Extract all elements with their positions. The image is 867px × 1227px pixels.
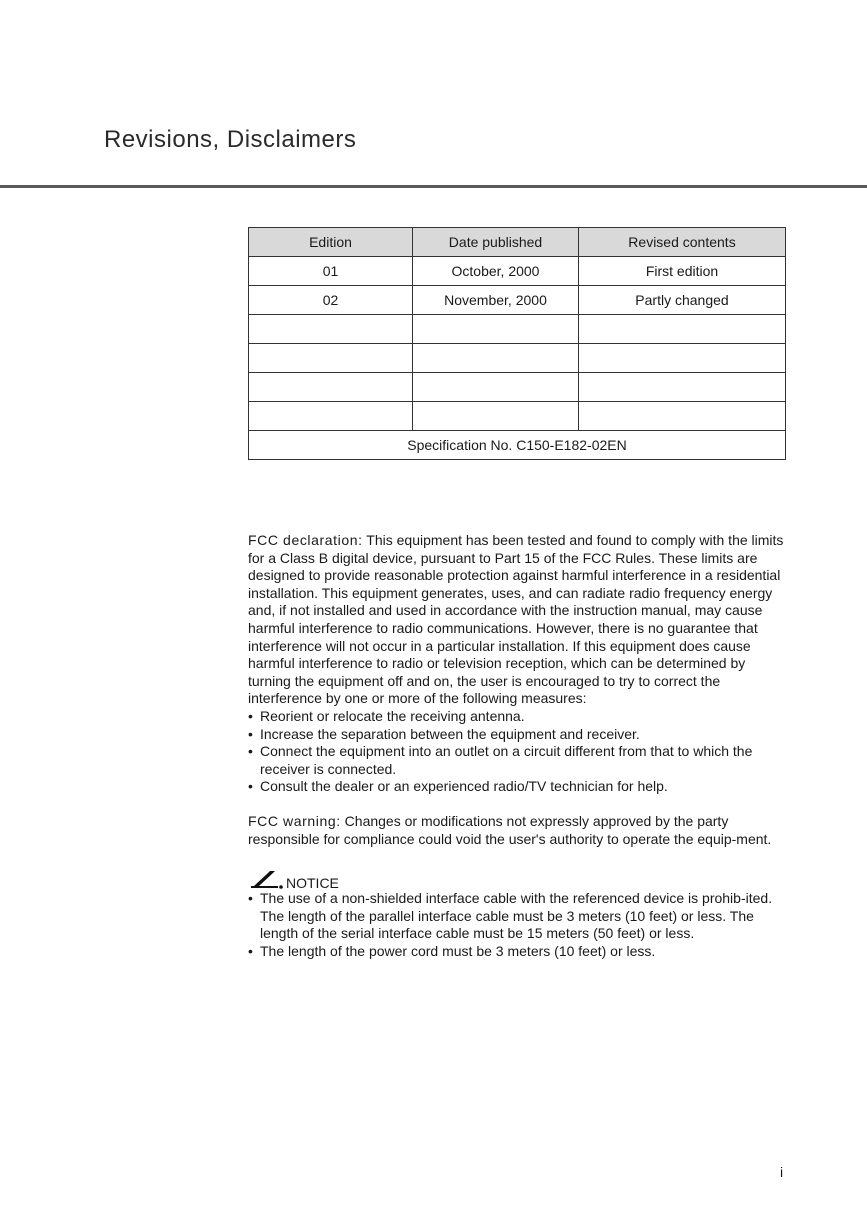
table-row <box>249 315 786 344</box>
pencil-note-icon <box>248 870 284 890</box>
column-header-revised-contents: Revised contents <box>579 228 786 257</box>
cell-contents <box>579 344 786 373</box>
fcc-measures-list <box>248 708 788 796</box>
table-header-row <box>249 228 786 257</box>
table-row <box>249 257 786 286</box>
specification-row <box>249 431 786 460</box>
cell-date <box>413 373 579 402</box>
cell-date: November, 2000 <box>413 286 579 315</box>
cell-date <box>413 402 579 431</box>
fcc-warning-text: Changes or modifications not expressly approved by the party responsible for compliance could void the user's authority to operate the equip-ment. <box>248 812 772 847</box>
list-item: • The use of a non-shielded interface cable with the referenced device is prohib-ited. The length of the parallel interface cable must be 3 meters (10 feet) or less. The length of the serial interface cable must be 15 meters (50 feet) or less. <box>248 890 788 943</box>
cell-contents: First edition <box>579 257 786 286</box>
notice-label: NOTICE <box>286 875 339 892</box>
notice-list <box>248 890 788 960</box>
cell-edition <box>249 344 413 373</box>
fcc-warning-lead: FCC warning: <box>248 812 341 829</box>
fcc-declaration-lead: FCC declaration: <box>248 532 363 548</box>
cell-edition <box>249 315 413 344</box>
cell-edition <box>249 402 413 431</box>
column-header-edition: Edition <box>249 228 413 257</box>
cell-date <box>413 315 579 344</box>
spacer <box>248 796 788 813</box>
cell-edition: 02 <box>249 286 413 315</box>
page-title: Revisions, Disclaimers <box>104 126 357 153</box>
page-number: i <box>780 1164 784 1180</box>
revision-table <box>248 227 786 460</box>
list-item: • Consult the dealer or an experienced radio/TV technician for help. <box>248 778 788 796</box>
specification-number: Specification No. C150-E182-02EN <box>249 431 786 460</box>
table-row <box>249 373 786 402</box>
cell-edition: 01 <box>249 257 413 286</box>
notice-heading <box>248 870 788 890</box>
cell-contents: Partly changed <box>579 286 786 315</box>
list-item: • Reorient or relocate the receiving antenna. <box>248 708 788 726</box>
cell-date <box>413 344 579 373</box>
cell-contents <box>579 373 786 402</box>
cell-contents <box>579 315 786 344</box>
cell-contents <box>579 402 786 431</box>
fcc-declaration-text: This equipment has been tested and found to comply with the limits for a Class B digital device, pursuant to Part 15 of the FCC Rules. These limits are designed to provide reasonable protection against harmful interference in a residential installation. This equipment generates, uses, and can radiate radio frequency energy and, if not installed and used in accordance with the instruction manual, may cause harmful interference to radio communications. However, there is no guarantee that interference will not occur in a particular installation. If this equipment does cause harmful interference to radio or television reception, which can be determined by turning the equipment off and on, the user is encouraged to try to correct the interference by one or more of the following measures: <box>248 532 784 707</box>
table-row <box>249 344 786 373</box>
list-item: • Connect the equipment into an outlet on a circuit different from that to which the receiver is connected. <box>248 743 788 778</box>
cell-date: October, 2000 <box>413 257 579 286</box>
fcc-declaration-paragraph <box>248 532 788 708</box>
table-row <box>249 402 786 431</box>
list-item: • Increase the separation between the equipment and receiver. <box>248 726 788 744</box>
list-item: • The length of the power cord must be 3 meters (10 feet) or less. <box>248 943 788 961</box>
table-row <box>249 286 786 315</box>
disclaimer-body <box>248 532 788 960</box>
column-header-date-published: Date published <box>413 228 579 257</box>
cell-edition <box>249 373 413 402</box>
spacer <box>248 848 788 870</box>
fcc-warning-paragraph <box>248 813 788 848</box>
title-divider <box>0 185 867 188</box>
